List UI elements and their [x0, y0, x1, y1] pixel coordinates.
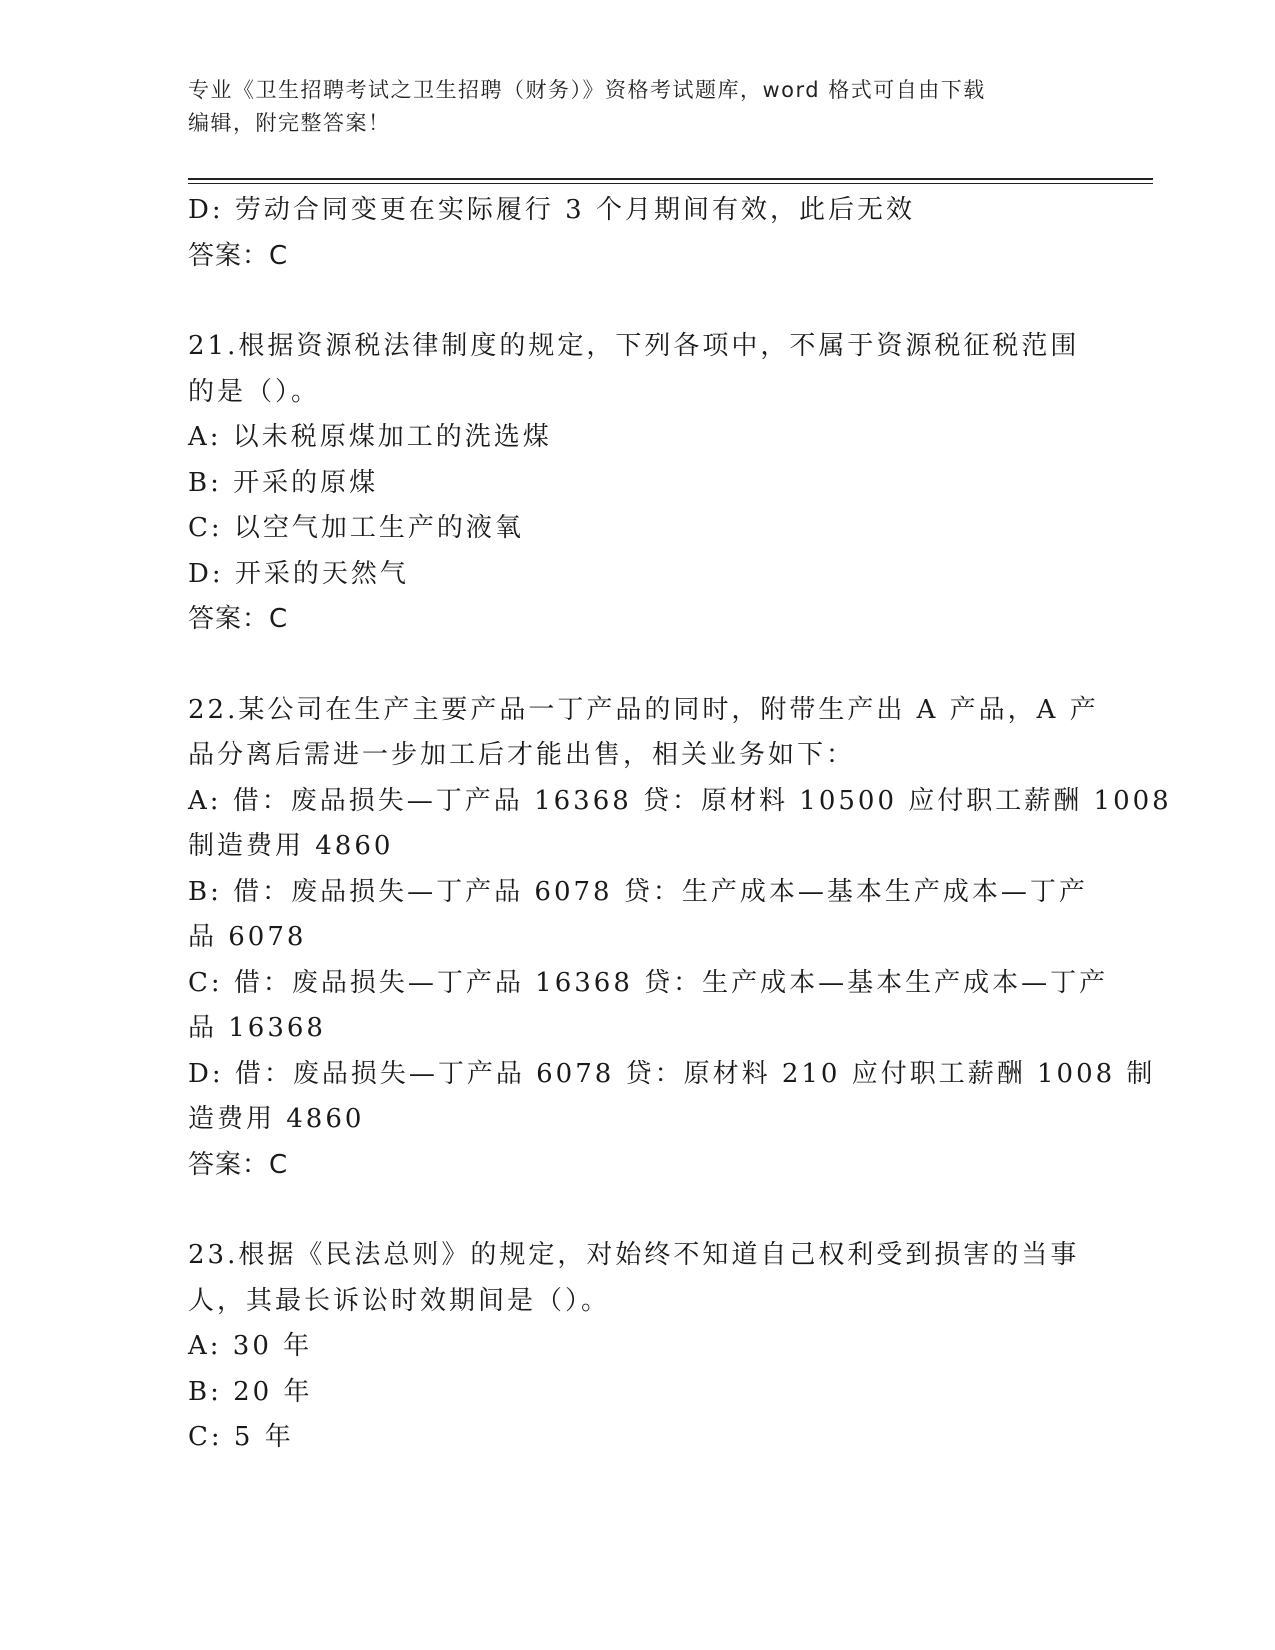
question-21 — [188, 324, 1088, 643]
q21-option-c: C: 以空气加工生产的液氧 — [188, 513, 524, 543]
q21-answer: 答案：C — [188, 604, 289, 634]
q21-stem-line-1: 21.根据资源税法律制度的规定，下列各项中，不属于资源税征税范围 — [188, 331, 1080, 361]
q23-stem-line-1: 23.根据《民法总则》的规定，对始终不知道自己权利受到损害的当事 — [188, 1240, 1080, 1270]
q22-option-c-line-1: C: 借：废品损失—丁产品 16368 贷：生产成本—基本生产成本—丁产 — [188, 967, 1109, 998]
q23-option-c: C: 5 年 — [188, 1422, 294, 1452]
q22-option-b-line-1: B: 借：废品损失—丁产品 6078 贷：生产成本—基本生产成本—丁产 — [188, 876, 1088, 907]
q22-option-a-line-2: 制造费用 4860 — [188, 831, 394, 861]
spacer — [188, 279, 1088, 324]
q22-answer: 答案：C — [188, 1149, 289, 1180]
q22-stem-line-1: 22.某公司在生产主要产品一丁产品的同时，附带生产出 A 产品，A 产 — [188, 694, 1099, 725]
header-title-line-1: 专业《卫生招聘考试之卫生招聘（财务）》资格考试题库，word 格式可自由下载 — [188, 78, 986, 102]
question-20-tail — [188, 188, 1088, 279]
spacer — [188, 643, 1088, 688]
q21-option-a: A: 以未税原煤加工的洗选煤 — [188, 422, 552, 452]
q20-answer: 答案：C — [188, 240, 289, 271]
q23-option-a: A: 30 年 — [188, 1331, 313, 1361]
q22-option-d-line-1: D: 借：废品损失—丁产品 6078 贷：原材料 210 应付职工薪酬 1008 制 — [188, 1058, 1156, 1089]
question-content — [188, 188, 1172, 1461]
q21-option-d: D: 开采的天然气 — [188, 558, 409, 589]
document-header — [188, 74, 1068, 140]
q22-option-b-line-2: 品 6078 — [188, 922, 307, 952]
header-divider-thin — [188, 183, 1153, 184]
header-title-line-2: 编辑，附完整答案！ — [188, 111, 391, 135]
q22-option-d-line-2: 造费用 4860 — [188, 1104, 365, 1134]
q22-option-c-line-2: 品 16368 — [188, 1013, 326, 1043]
q22-stem-line-2: 品分离后需进一步加工后才能出售，相关业务如下： — [188, 740, 856, 770]
question-22 — [188, 688, 1172, 1189]
q20-option-d: D: 劳动合同变更在实际履行 3 个月期间有效，此后无效 — [188, 195, 915, 225]
header-divider-thick — [188, 178, 1153, 180]
question-23 — [188, 1233, 1088, 1461]
q21-stem-line-2: 的是（）。 — [188, 376, 321, 407]
spacer — [188, 1188, 1088, 1233]
q23-option-b: B: 20 年 — [188, 1376, 313, 1407]
q22-option-a-line-1: A: 借：废品损失—丁产品 16368 贷：原材料 10500 应付职工薪酬 1008 — [188, 785, 1172, 816]
q23-stem-line-2: 人，其最长诉讼时效期间是（）。 — [188, 1285, 611, 1316]
q21-option-b: B: 开采的原煤 — [188, 467, 379, 498]
